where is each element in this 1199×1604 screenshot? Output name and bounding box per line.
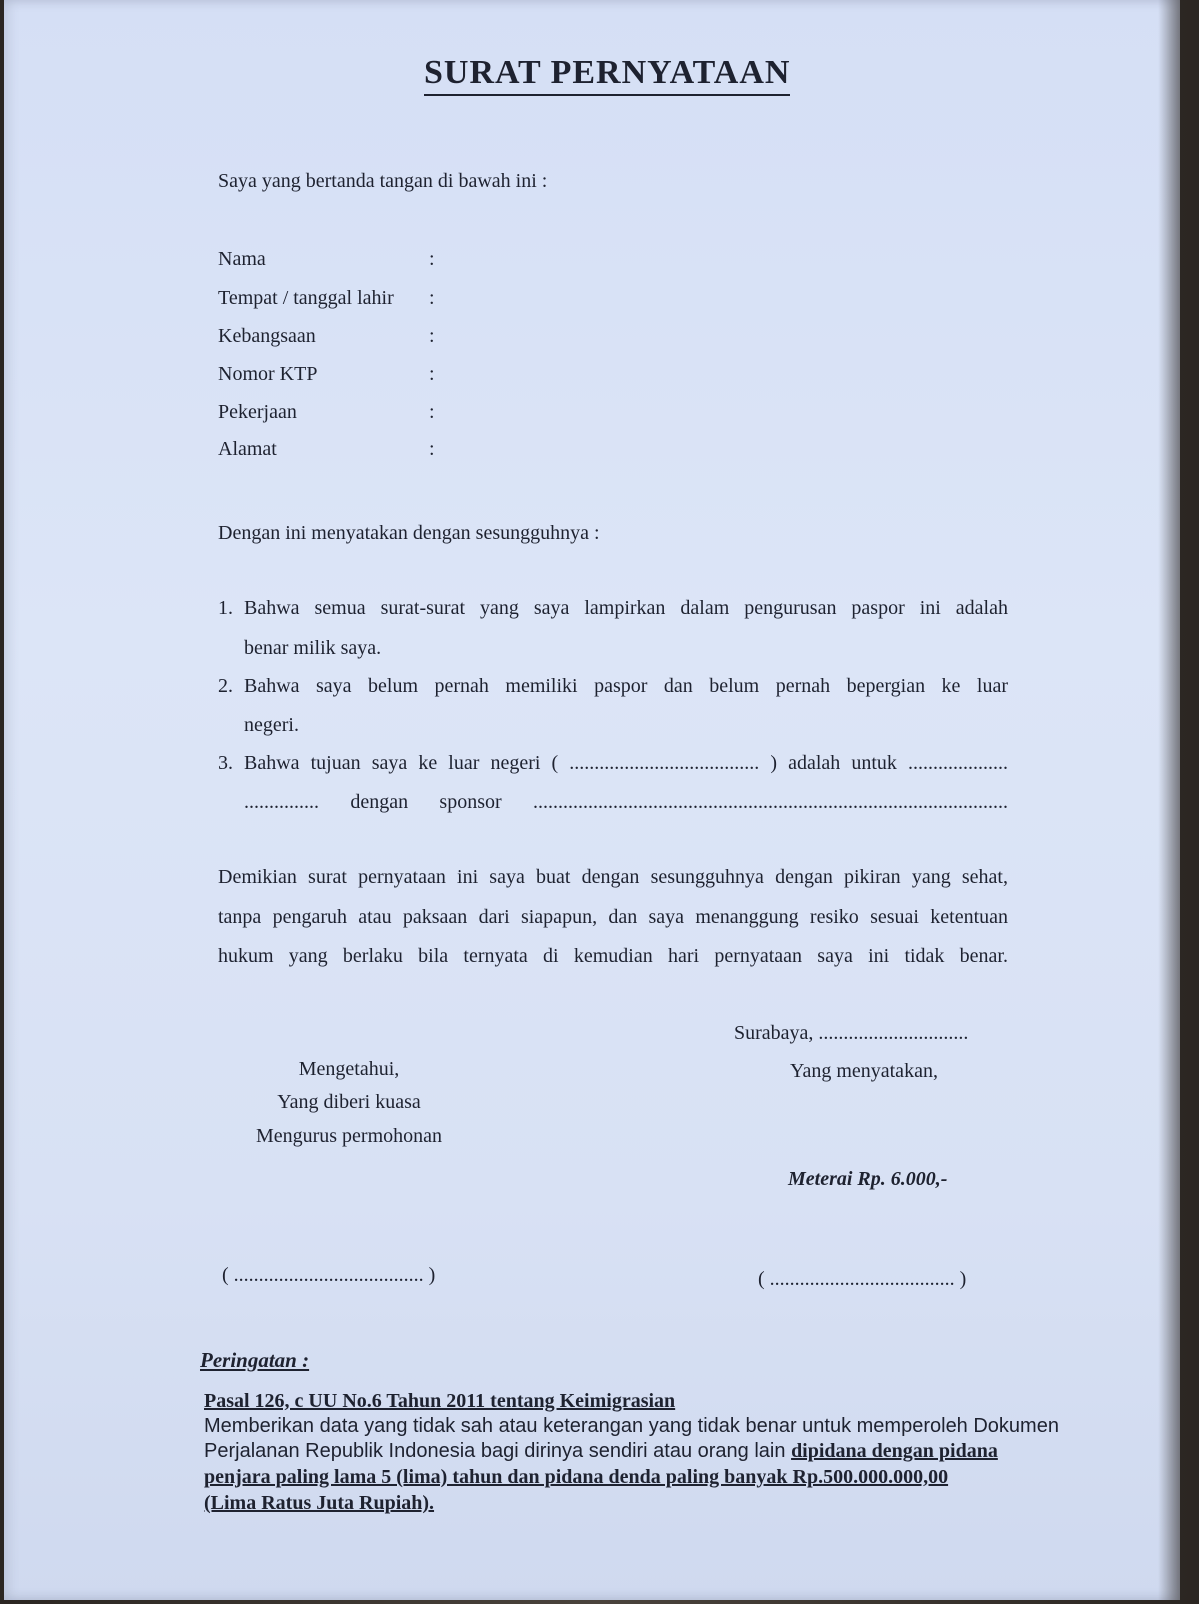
left-sign-line-1: Mengetahui,	[298, 1058, 400, 1080]
warning-line-2-bold: dipidana dengan pidana	[791, 1440, 998, 1462]
right-sign-line-1: Yang menyatakan,	[790, 1060, 938, 1082]
field-label-pekerjaan: Pekerjaan	[218, 401, 297, 423]
field-colon: :	[429, 438, 435, 460]
warning-heading: Peringatan :	[200, 1348, 310, 1372]
closing-line: hukum yang berlaku bila ternyata di kemudian hari pernyataan saya ini tidak benar.	[218, 945, 1008, 967]
item-2-line-2: negeri.	[244, 714, 299, 736]
closing-line: Demikian surat pernyataan ini saya buat dengan sesungguhnya dengan pikiran yang sehat,	[218, 866, 1008, 888]
item-3-line-2: ............... dengan sponsor ...............................................................................................	[244, 791, 1008, 813]
right-signature-blank: ( ..................................... )	[758, 1268, 967, 1290]
field-label-alamat: Alamat	[218, 438, 277, 460]
item-number: 2.	[218, 675, 233, 697]
warning-line-4: (Lima Ratus Juta Rupiah).	[204, 1492, 435, 1514]
item-2-line-1: Bahwa saya belum pernah memiliki paspor dan belum pernah bepergian ke luar	[244, 675, 1008, 697]
stamp-duty-note: Meterai Rp. 6.000,-	[788, 1168, 948, 1190]
item-3-line-1: Bahwa tujuan saya ke luar negeri ( ...................................... ) adalah untuk ....................	[244, 752, 1008, 774]
item-1-line-2: benar milik saya.	[244, 637, 382, 659]
field-label-tempat-tanggal-lahir: Tempat / tanggal lahir	[218, 287, 394, 309]
field-label-kebangsaan: Kebangsaan	[218, 325, 316, 347]
field-colon: :	[429, 363, 435, 385]
left-sign-line-2: Yang diberi kuasa	[277, 1091, 421, 1113]
closing-line: tanpa pengaruh atau paksaan dari siapapun, dan saya menanggung resiko sesuai ketentuan	[218, 906, 1008, 928]
item-1-line-1: Bahwa semua surat-surat yang saya lampirkan dalam pengurusan paspor ini adalah	[244, 597, 1008, 619]
warning-line-3: penjara paling lama 5 (lima) tahun dan pidana denda paling banyak Rp.500.000.000,00	[204, 1466, 949, 1488]
warning-line-2-plain: Perjalanan Republik Indonesia bagi dirinya sendiri atau orang lain	[204, 1440, 786, 1462]
field-colon: :	[429, 401, 435, 423]
field-colon: :	[429, 248, 435, 270]
left-signature-blank: ( ...................................... )	[222, 1264, 436, 1286]
item-number: 3.	[218, 752, 233, 774]
intro-text: Saya yang bertanda tangan di bawah ini :	[218, 170, 548, 192]
page-edge-shadow	[1158, 0, 1180, 1600]
field-colon: :	[429, 287, 435, 309]
field-label-nomor-ktp: Nomor KTP	[218, 363, 318, 385]
field-label-nama: Nama	[218, 248, 266, 270]
warning-line-1: Memberikan data yang tidak sah atau keterangan yang tidak benar untuk memperoleh Dokumen	[204, 1415, 1059, 1437]
left-sign-line-3: Mengurus permohonan	[255, 1125, 443, 1147]
declaration-heading: Dengan ini menyatakan dengan sesungguhnya :	[218, 522, 600, 544]
law-reference: Pasal 126, c UU No.6 Tahun 2011 tentang Keimigrasian	[204, 1390, 676, 1412]
document-page	[4, 0, 1180, 1600]
place-date: Surabaya, ..............................	[734, 1022, 969, 1044]
document-title: SURAT PERNYATAAN	[424, 54, 790, 96]
field-colon: :	[429, 325, 435, 347]
item-number: 1.	[218, 597, 233, 619]
warning-line-2	[204, 1440, 1024, 1463]
